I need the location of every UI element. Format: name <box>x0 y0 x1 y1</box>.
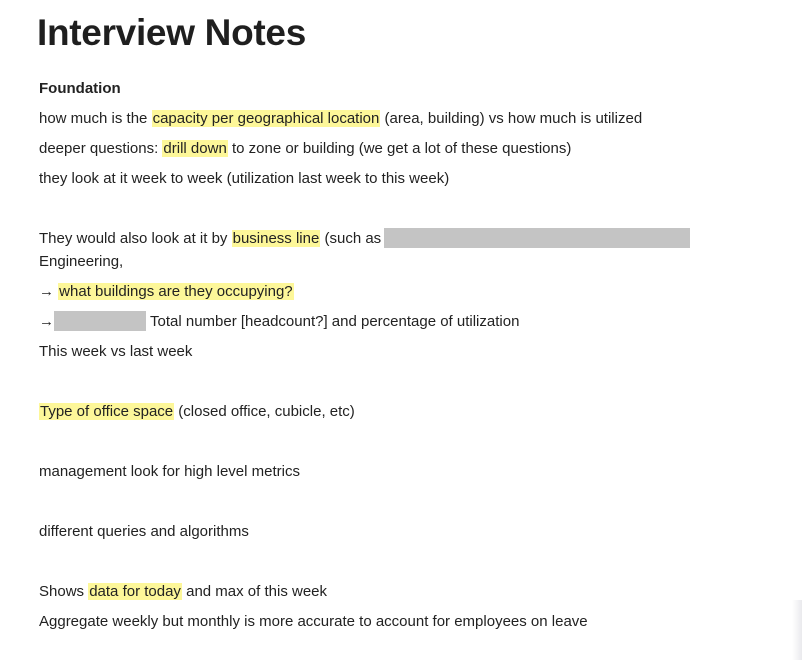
arrow-icon: → <box>39 283 59 300</box>
line-text: how much is the <box>39 110 152 127</box>
highlighted-text: capacity per geographical location <box>152 110 380 127</box>
note-line-queries: different queries and algorithms <box>39 523 249 540</box>
line-text: (such as <box>320 230 382 247</box>
line-text: to zone or building (we get a lot of these questions) <box>227 140 572 157</box>
note-line-office-space <box>39 401 355 423</box>
line-text: (area, building) vs how much is utilized <box>380 110 643 127</box>
highlighted-text: drill down <box>163 140 227 157</box>
window-edge-shadow <box>792 600 802 660</box>
highlighted-text: data for today <box>89 583 181 600</box>
page-title: Interview Notes <box>37 12 306 53</box>
section-heading: Foundation <box>39 80 121 97</box>
line-text: (closed office, cubicle, etc) <box>174 403 355 420</box>
highlighted-text: what buildings are they occupying? <box>59 283 293 300</box>
arrow-icon: → <box>39 313 54 330</box>
note-line-headcount <box>39 311 519 333</box>
line-text: Total number [headcount?] and percentage of utilization <box>150 313 520 330</box>
highlighted-text: Type of office space <box>40 403 174 420</box>
note-line-data-for-today <box>39 581 327 603</box>
highlighted-text: business line <box>232 230 320 247</box>
note-line-buildings <box>39 281 294 303</box>
redacted-block <box>384 228 690 248</box>
note-line-week-to-week: they look at it week to week (utilization last week to this week) <box>39 170 450 187</box>
line-text: deeper questions: <box>39 140 163 157</box>
note-line-management: management look for high level metrics <box>39 463 300 480</box>
line-text: Shows <box>39 583 89 600</box>
note-line-engineering: Engineering, <box>39 253 124 270</box>
note-line-deeper-questions <box>39 138 571 160</box>
note-line-business-line <box>39 228 690 250</box>
note-line-capacity <box>39 108 642 130</box>
note-line-this-vs-last-week: This week vs last week <box>39 343 193 360</box>
note-line-aggregate: Aggregate weekly but monthly is more accurate to account for employees on leave <box>39 613 588 630</box>
line-text: They would also look at it by <box>39 230 232 247</box>
line-text: and max of this week <box>181 583 328 600</box>
redacted-block <box>54 311 146 331</box>
